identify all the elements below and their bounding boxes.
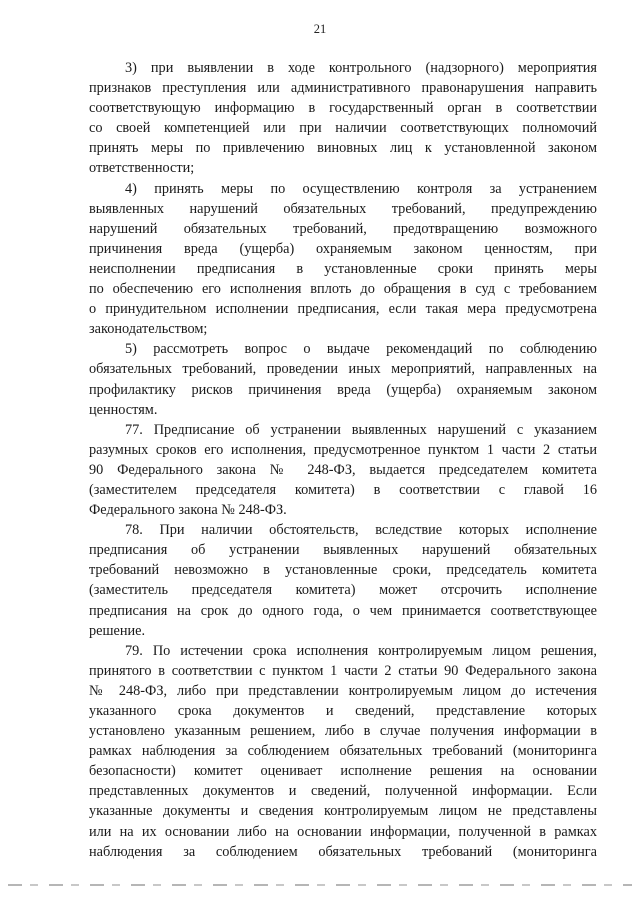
text-line: рамках наблюдения за соблюдением обязательных требований (мониторинга <box>89 743 597 760</box>
text-line: установлено указанным решением, либо в случае получения информации в <box>89 723 597 740</box>
text-line: указанные документы и сведения контролируемым лицом не представлены <box>89 803 597 820</box>
text-line: законодательством; <box>89 321 208 338</box>
text-line: (заместитель председателя комитета) может отсрочить исполнение <box>89 582 597 599</box>
text-line: Федерального закона № 248-ФЗ. <box>89 502 287 519</box>
text-line: или на их основании либо на основании информации, полученной в рамках <box>89 823 597 840</box>
text-line: по обеспечению его исполнения вплоть до обращения в суд с требованием <box>89 281 597 298</box>
text-line: признаков преступления или административного правонарушения направить <box>89 80 597 97</box>
text-line: 5) рассмотреть вопрос о выдаче рекомендаций по соблюдению <box>125 341 597 358</box>
text-line: предписания на срок до одного года, о чем принимается соответствующее <box>89 602 597 619</box>
text-line: безопасности) комитет оценивает исполнение решения на основании <box>89 763 597 780</box>
text-line: обязательных требований, проведении иных мероприятий, направленных на <box>89 361 597 378</box>
scan-edge-artifact <box>8 884 632 886</box>
text-line: предписания об устранении выявленных нарушений обязательных <box>89 542 597 559</box>
text-line: со своей компетенцией или при наличии соответствующих полномочий <box>89 120 597 137</box>
paragraph <box>89 339 597 419</box>
text-line: неисполнении предписания в установленные сроки принять меры <box>89 260 597 277</box>
text-line: причинения вреда (ущерба) охраняемым законом ценностям, при <box>89 240 597 257</box>
paragraph <box>89 58 597 179</box>
text-line: принять меры по привлечению виновных лиц к установленной законом <box>89 140 597 157</box>
page-number: 21 <box>313 22 327 36</box>
text-line: соответствующую информацию в государственный орган в соответствии <box>89 100 597 117</box>
text-line: принятого в соответствии с пунктом 1 части 2 статьи 90 Федерального закона <box>89 662 597 679</box>
text-line: 78. При наличии обстоятельств, вследствие которых исполнение <box>125 522 597 539</box>
text-line: выявленных нарушений обязательных требований, предупреждению <box>89 200 597 217</box>
paragraph <box>89 179 597 340</box>
text-line: решение. <box>89 622 146 639</box>
paragraph <box>89 641 597 862</box>
text-line: 90 Федерального закона № 248-ФЗ, выдается председателем комитета <box>89 461 597 478</box>
paragraph <box>89 520 597 641</box>
text-line: 79. По истечении срока исполнения контролируемым лицом решения, <box>125 642 597 659</box>
document-body <box>89 58 597 862</box>
text-line: ответственности; <box>89 160 195 177</box>
text-line: нарушений обязательных требований, предотвращению возможного <box>89 220 597 237</box>
text-line: 3) при выявлении в ходе контрольного (надзорного) мероприятия <box>125 60 597 76</box>
text-line: 4) принять меры по осуществлению контроля за устранением <box>125 180 597 197</box>
text-line: 77. Предписание об устранении выявленных нарушений с указанием <box>125 421 597 438</box>
text-line: указанного срока документов и сведений, представление которых <box>89 703 597 719</box>
text-line: наблюдения за соблюдением обязательных требований (мониторинга <box>89 843 597 860</box>
text-line: разумных сроков его исполнения, предусмотренное пунктом 1 части 2 статьи <box>89 441 597 458</box>
text-line: № 248-ФЗ, либо при представлении контролируемым лицом до истечения <box>89 682 597 699</box>
paragraph <box>89 420 597 520</box>
text-line: о принудительном исполнении предписания, если такая мера предусмотрена <box>89 301 597 318</box>
text-line: (заместителем председателя комитета) в соответствии с главой 16 <box>89 481 597 498</box>
text-line: ценностям. <box>89 401 158 418</box>
text-line: требований невозможно в установленные сроки, председатель комитета <box>89 562 597 579</box>
text-line: профилактику рисков причинения вреда (ущерба) охраняемым законом <box>89 381 597 398</box>
text-line: представленных документов и сведений, полученной информации. Если <box>89 783 597 800</box>
